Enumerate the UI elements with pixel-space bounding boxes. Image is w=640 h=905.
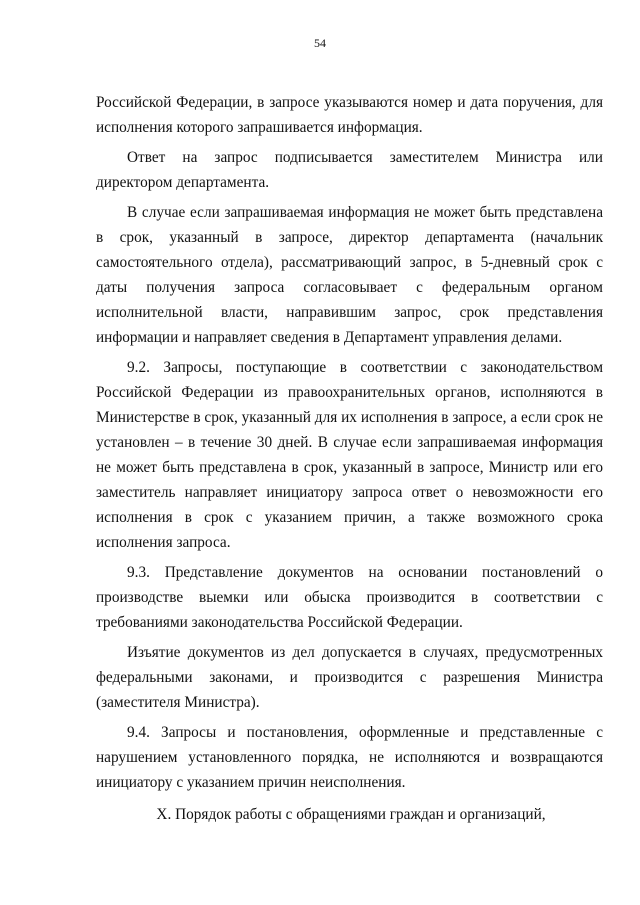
document-body: [96, 90, 603, 795]
section-heading: X. Порядок работы с обращениями граждан и организаций,: [156, 806, 546, 823]
paragraph-9-3-document-seizure: 9.3. Представление документов на основании постановлений о производстве выемки или обыска производится в соответствии с требованиями законодательства Российской Федерации.: [96, 564, 603, 631]
page-number: 54: [314, 36, 326, 50]
paragraph-continuation: Российской Федерации, в запросе указываются номер и дата поручения, для исполнения которого запрашивается информация.: [96, 94, 603, 136]
paragraph-deadline-coordination: В случае если запрашиваемая информация не может быть представлена в срок, указанный в запросе, директор департамента (начальник самостоятельного отдела), рассматривающий запрос, в 5-дневный срок с даты получения запроса согласовывает с федеральным органом исполнительной власти, направившим запрос, срок представления информации и направляет сведения в Департамент управления делами.: [96, 204, 603, 346]
paragraph-9-2-law-enforcement-requests: 9.2. Запросы, поступающие в соответствии с законодательством Российской Федерации из правоохранительных органов, исполняются в Министерстве в срок, указанный для их исполнения в запросе, а если срок не установлен – в течение 30 дней. В случае если запрашиваемая информация не может быть представлена в срок, указанный в запросе, Министр или его заместитель направляет инициатору запроса ответ о невозможности его исполнения в срок с указанием причин, а также возможного срока исполнения запроса.: [96, 359, 603, 551]
paragraph-document-withdrawal: Изъятие документов из дел допускается в случаях, предусмотренных федеральными законами, и производится с разрешения Министра (заместителя Министра).: [96, 644, 603, 711]
paragraph-9-4-improper-requests: 9.4. Запросы и постановления, оформленные и представленные с нарушением установленного порядка, не исполняются и возвращаются инициатору с указанием причин неисполнения.: [96, 724, 603, 791]
paragraph-response-signature: Ответ на запрос подписывается заместителем Министра или директором департамента.: [96, 149, 603, 191]
